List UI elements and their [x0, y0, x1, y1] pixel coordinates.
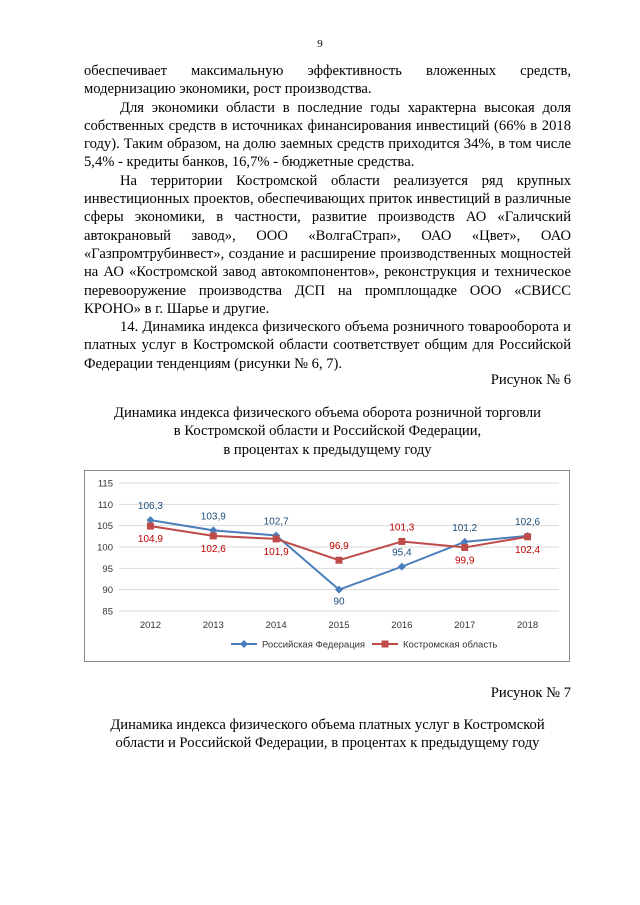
x-tick-label: 2014 [265, 620, 287, 631]
data-point [461, 544, 468, 551]
body-text [84, 62, 571, 373]
y-tick-label: 100 [97, 542, 113, 554]
paragraph-investment-projects: На территории Костромской области реализуется ряд крупных инвестиционных проектов, обеспечивающих приток инвестиций в различные сферы экономики, в частности, развитие производств АО «Галичский автокрановый завод», ООО «ВолгаСтрап», ОАО «Цвет», ОАО «Газпромтрубинвест», создание и расширение производственных мощностей на АО «Костромской завод автокомпонентов», реконструкция и техническое перевооружение производства ДСП на промплощадке ООО «СВИСС КРОНО» в г. Шарье и другие. [84, 172, 571, 317]
figure-6-caption [84, 404, 571, 459]
legend-marker [240, 640, 248, 648]
figure-7-caption [84, 716, 571, 753]
data-label: 102,7 [263, 516, 289, 528]
data-label: 101,9 [263, 546, 289, 558]
data-point [398, 563, 406, 571]
data-label: 102,6 [515, 516, 541, 528]
figure-6-caption-line: в Костромской области и Российской Федерации, [173, 423, 482, 440]
x-tick-label: 2015 [328, 620, 350, 631]
paragraph-continuation: обеспечивает максимальную эффективность вложенных средств, модернизацию экономики, рост производства. [84, 63, 571, 98]
retail-index-chart [84, 470, 570, 662]
data-point [398, 538, 405, 545]
x-tick-label: 2012 [139, 620, 161, 631]
data-point [336, 557, 343, 564]
data-label: 96,9 [329, 541, 349, 553]
figure-6-caption-line: в процентах к предыдущему году [223, 441, 432, 458]
y-tick-label: 95 [102, 563, 113, 575]
data-label: 95,4 [392, 547, 412, 559]
data-label: 101,2 [452, 522, 478, 534]
data-point [147, 523, 154, 530]
legend-label: Костромская область [403, 639, 498, 651]
paragraph-retail-dynamics: 14. Динамика индекса физического объема розничного товарооборота и платных услуг в Костромской области соответствует общим для Российской Федерации тенденциям (рисунки № 6, 7). [84, 319, 571, 372]
figure-7-caption-line: области и Российской Федерации, в процентах к предыдущему году [115, 735, 540, 752]
data-point [210, 532, 217, 539]
data-label: 103,9 [200, 511, 226, 523]
data-point [524, 533, 531, 540]
legend-marker [382, 641, 389, 648]
y-tick-label: 90 [102, 585, 113, 597]
y-tick-label: 110 [97, 499, 113, 511]
data-label: 99,9 [454, 555, 475, 567]
figure-7-caption-line: Динамика индекса физического объема платных услуг в Костромской [110, 717, 545, 733]
page-number: 9 [317, 38, 323, 50]
figure-6-caption-line: Динамика индекса физического объема оборота розничной торговли [114, 405, 541, 421]
figure-6-label: Рисунок № 6 [490, 372, 571, 388]
y-tick-label: 85 [102, 606, 113, 618]
data-label: 90 [333, 596, 345, 608]
y-tick-label: 105 [97, 521, 113, 533]
chart-canvas [85, 471, 569, 661]
y-tick-label: 115 [97, 478, 113, 490]
data-label: 102,6 [200, 543, 226, 555]
data-label: 104,9 [137, 534, 163, 546]
legend-label: Российская Федерация [262, 639, 366, 651]
data-point [273, 535, 280, 542]
paragraph-investment-sources: Для экономики области в последние годы характерна высокая доля собственных средств в источниках финансирования инвестиций (66% в 2018 году). Таким образом, на долю заемных средств приходится 34%, в том числе 5,4% - кредиты банков, 16,7% - бюджетные средства. [84, 99, 571, 171]
figure-7-label: Рисунок № 7 [490, 685, 571, 701]
x-tick-label: 2013 [202, 620, 224, 631]
x-tick-label: 2017 [454, 620, 476, 631]
x-tick-label: 2018 [517, 620, 539, 631]
data-label: 101,3 [389, 522, 415, 534]
data-label: 102,4 [515, 544, 541, 556]
x-tick-label: 2016 [391, 620, 413, 631]
data-label: 106,3 [137, 501, 163, 513]
